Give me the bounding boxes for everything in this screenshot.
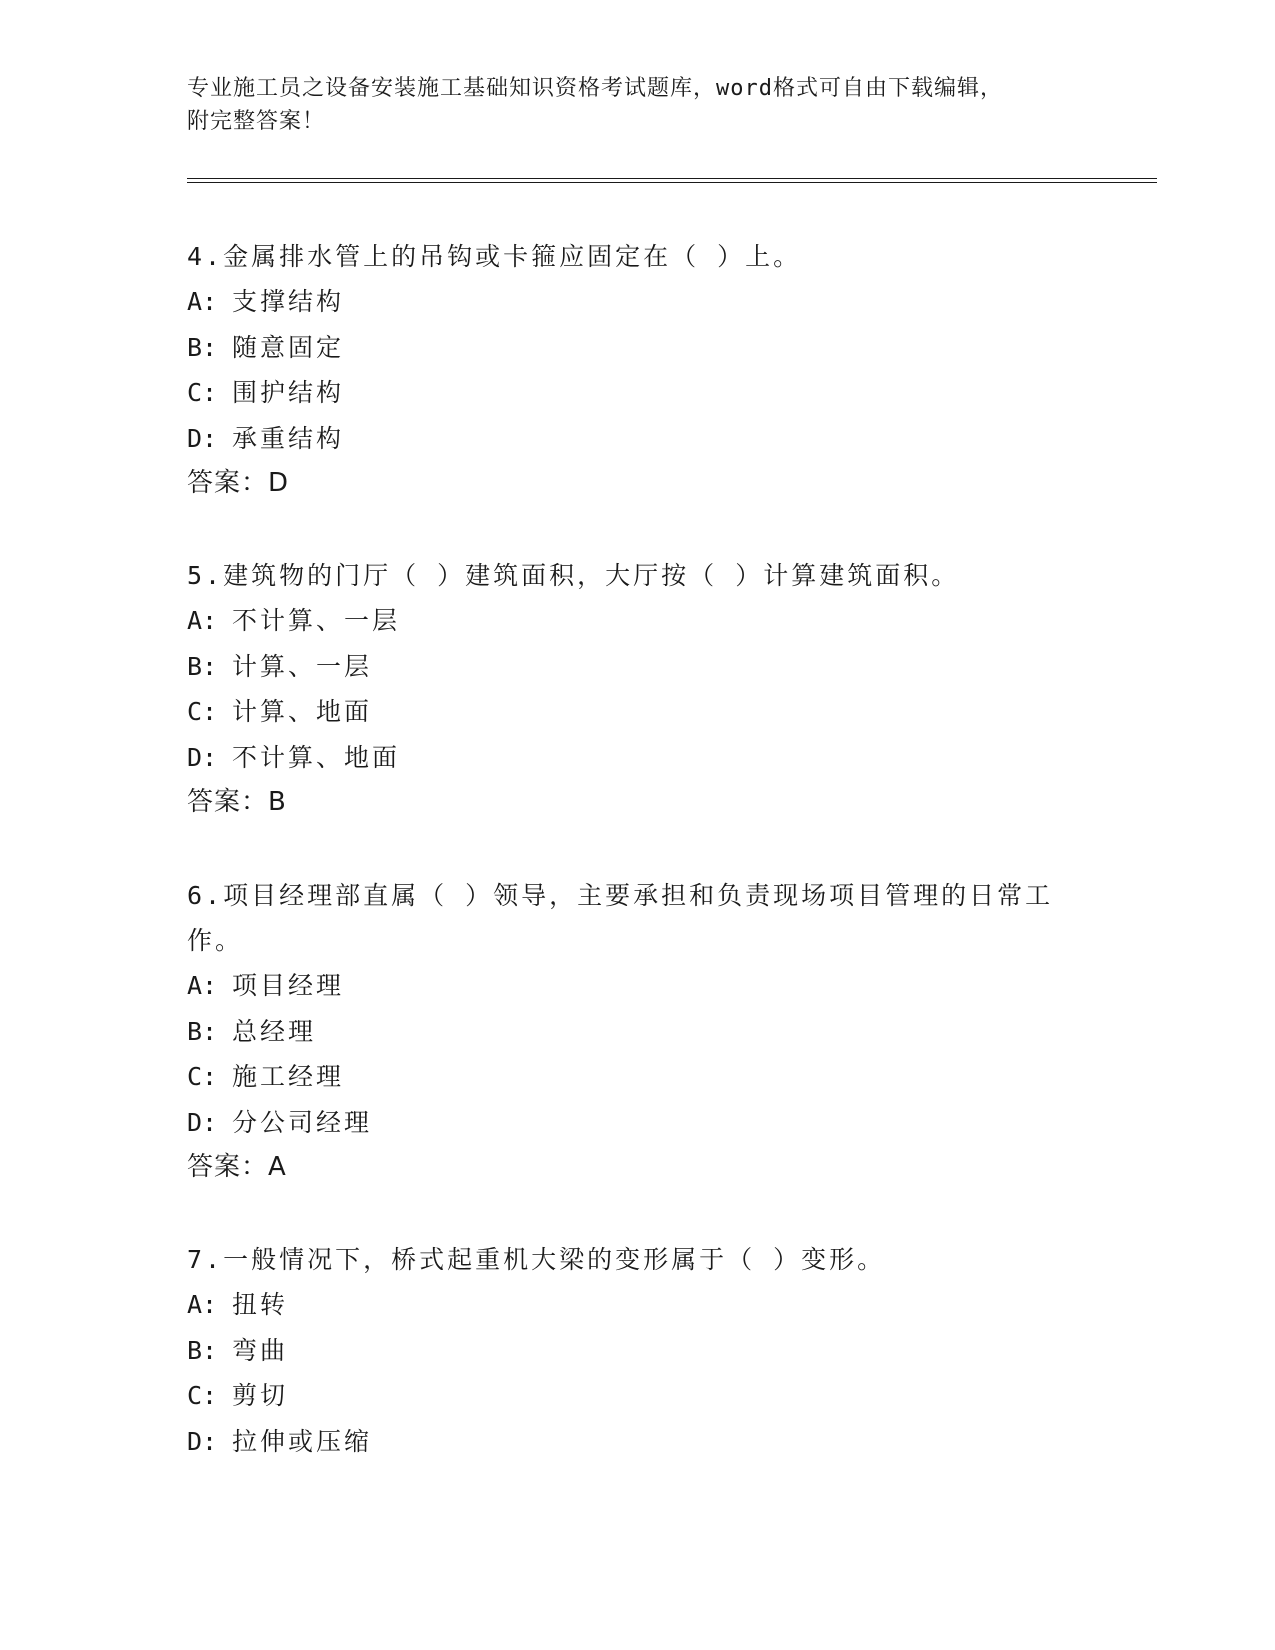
document-header	[187, 72, 1087, 138]
option-letter: D:	[187, 423, 218, 453]
option-text: 承重结构	[232, 423, 345, 453]
option-text: 分公司经理	[232, 1107, 373, 1137]
option-letter: B:	[187, 332, 218, 362]
option-letter: A:	[187, 287, 218, 316]
option-letter: A:	[187, 1290, 218, 1319]
question-stem: 7.一般情况下，桥式起重机大梁的变形属于（ ）变形。	[187, 1245, 886, 1274]
option-letter: D:	[187, 742, 218, 772]
option-letter: B:	[187, 1016, 218, 1046]
option-d	[187, 735, 1087, 781]
option-b	[187, 644, 1087, 690]
option-text: 围护结构	[232, 378, 345, 407]
option-c	[187, 370, 1087, 416]
option-text: 弯曲	[232, 1335, 289, 1365]
option-text: 随意固定	[232, 332, 345, 362]
header-divider-bottom	[187, 182, 1157, 183]
header-divider-top	[187, 178, 1157, 179]
option-d	[187, 416, 1087, 462]
option-text: 扭转	[232, 1290, 289, 1319]
option-a	[187, 1282, 1087, 1328]
header-line-1: 专业施工员之设备安装施工基础知识资格考试题库，word格式可自由下载编辑，	[187, 76, 1003, 101]
option-letter: B:	[187, 1335, 218, 1365]
question-stem: 5.建筑物的门厅（ ）建筑面积，大厅按（ ）计算建筑面积。	[187, 561, 960, 590]
option-d	[187, 1419, 1087, 1465]
question-stem: 6.项目经理部直属（ ）领导，主要承担和负责现场项目管理的日常工	[187, 881, 1054, 910]
header-line-2: 附完整答案！	[187, 109, 326, 134]
question-stem-continued: 作。	[187, 926, 244, 955]
option-letter: C:	[187, 697, 218, 726]
option-b	[187, 325, 1087, 371]
option-text: 剪切	[232, 1381, 289, 1410]
question-7	[187, 1237, 1087, 1464]
option-text: 计算、地面	[232, 697, 373, 726]
option-d	[187, 1100, 1087, 1146]
option-text: 支撑结构	[232, 287, 345, 316]
option-a	[187, 598, 1087, 644]
option-text: 不计算、地面	[232, 742, 401, 772]
option-c	[187, 1373, 1087, 1419]
question-6	[187, 873, 1087, 1191]
answer-line: 答案：D	[187, 468, 290, 498]
option-text: 项目经理	[232, 971, 345, 1000]
option-letter: D:	[187, 1107, 218, 1137]
option-letter: A:	[187, 606, 218, 635]
option-text: 计算、一层	[232, 651, 373, 681]
option-letter: C:	[187, 1381, 218, 1410]
option-a	[187, 279, 1087, 325]
option-text: 施工经理	[232, 1062, 345, 1091]
option-letter: D:	[187, 1426, 218, 1456]
answer-line: 答案：A	[187, 1152, 287, 1182]
option-letter: C:	[187, 1062, 218, 1091]
option-a	[187, 963, 1087, 1009]
option-text: 总经理	[232, 1016, 317, 1046]
option-c	[187, 1054, 1087, 1100]
question-4	[187, 234, 1087, 507]
option-letter: B:	[187, 651, 218, 681]
option-text: 不计算、一层	[232, 606, 401, 635]
option-b	[187, 1009, 1087, 1055]
answer-line: 答案：B	[187, 787, 287, 817]
option-letter: A:	[187, 971, 218, 1000]
option-c	[187, 689, 1087, 735]
question-stem: 4.金属排水管上的吊钩或卡箍应固定在（ ）上。	[187, 242, 802, 271]
option-text: 拉伸或压缩	[232, 1426, 373, 1456]
option-letter: C:	[187, 378, 218, 407]
question-5	[187, 553, 1087, 826]
option-b	[187, 1328, 1087, 1374]
